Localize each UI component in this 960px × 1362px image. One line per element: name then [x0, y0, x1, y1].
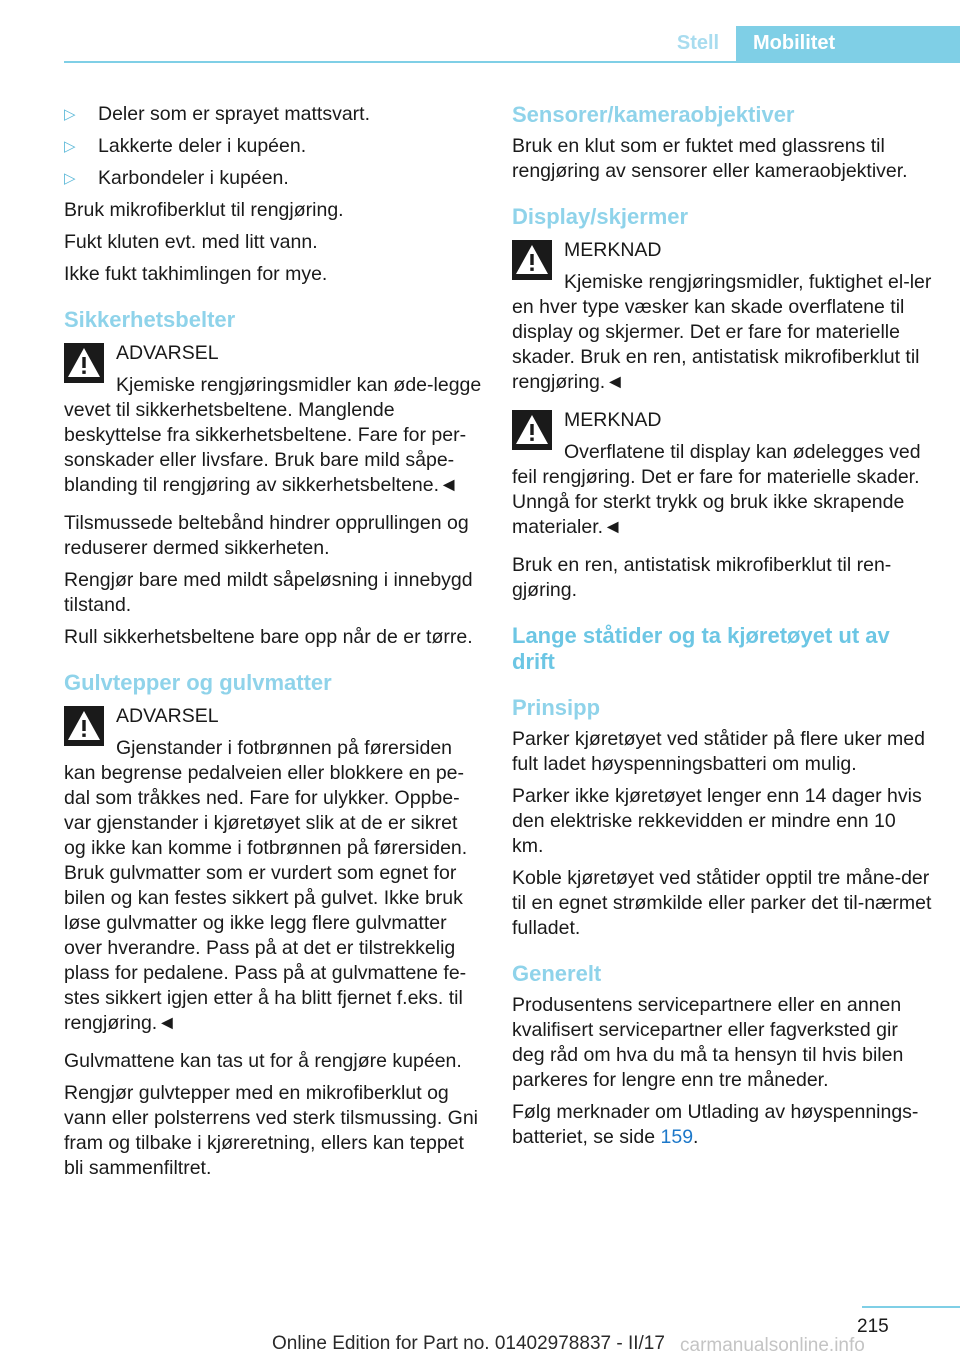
list-item: ▷ Karbondeler i kupéen.: [64, 167, 289, 189]
left-column: [64, 102, 484, 1188]
paragraph: Ikke fukt takhimlingen for mye.: [64, 263, 328, 285]
tab-stell[interactable]: Stell: [676, 32, 720, 54]
paragraph: Produsentens servicepartnere eller en annen kvalifisert servicepartner eller fagverksted gir deg råd om hva du må ta hensyn til hvis bilen parkeres for lengre enn tre måneder.: [512, 994, 904, 1091]
warning-title: ADVARSEL: [116, 705, 219, 727]
header-divider: [64, 61, 960, 63]
list-item: ▷ Deler som er sprayet mattsvart.: [64, 103, 370, 125]
triangle-bullet-icon: ▷: [64, 106, 76, 123]
paragraph: Parker kjøretøyet ved ståtider på flere uker med fult ladet høyspenningsbatteri om mulig.: [512, 728, 925, 775]
warning-text: Kjemiske rengjøringsmidler kan øde-legge vevet til sikkerhetsbeltene. Manglende beskyttelse fra sikkerhetsbeltene. Fare for per-sonskader eller livsfare. Bruk bare mild såpe-blanding til rengjøring av sikkerhetsbeltene.◄: [64, 374, 482, 496]
paragraph: Bruk mikrofiberklut til rengjøring.: [64, 199, 344, 221]
paragraph: Bruk en klut som er fuktet med glassrens til rengjøring av sensorer eller kameraobjektiver.: [512, 135, 908, 182]
notice-text: Kjemiske rengjøringsmidler, fuktighet el-ler en hver type væsker kan skade overflatene til display og skjermer. Det er fare for materielle skader. Bruk en ren, antistatisk mikrofiberklut til rengjøring.◄: [512, 271, 932, 393]
warning-title: ADVARSEL: [116, 342, 219, 364]
notice-text: Overflatene til display kan ødelegges ved feil rengjøring. Det er fare for materielle skader. Unngå for sterkt trykk og bruk ikke skrapende materialer.◄: [512, 441, 921, 538]
triangle-bullet-icon: ▷: [64, 138, 76, 155]
warning-block: [64, 341, 484, 498]
notice-block: [512, 408, 932, 540]
heading-lange-statider: Lange ståtider og ta kjøretøyet ut av drift: [512, 623, 890, 674]
right-column: [512, 102, 932, 1157]
heading-sensorer: Sensorer/kameraobjektiver: [512, 102, 795, 127]
paragraph: Rengjør gulvtepper med en mikrofiberklut og vann eller polsterrens ved sterk tilsmussing. Gni fram og tilbake i kjøreretning, ellers kan teppet bli sammenfiltret.: [64, 1082, 479, 1179]
warning-icon: [64, 706, 104, 746]
notice-block: [512, 238, 932, 395]
paragraph: Rull sikkerhetsbeltene bare opp når de er tørre.: [64, 626, 473, 648]
paragraph: Rengjør bare med mildt såpeløsning i innebygd tilstand.: [64, 569, 473, 616]
tab-mobilitet[interactable]: Mobilitet: [736, 26, 960, 61]
warning-icon: [512, 240, 552, 280]
paragraph: Parker ikke kjøretøyet lenger enn 14 dager hvis den elektriske rekkevidden er mindre enn 10 km.: [512, 785, 922, 857]
list-item: ▷ Lakkerte deler i kupéen.: [64, 135, 307, 157]
paragraph: Koble kjøretøyet ved ståtider opptil tre måne-der til en egnet strømkilde eller parker det til-nærmet fulladet.: [512, 867, 932, 939]
notice-title: MERKNAD: [564, 409, 662, 431]
paragraph: Fukt kluten evt. med litt vann.: [64, 231, 318, 253]
heading-prinsipp: Prinsipp: [512, 695, 601, 720]
footer-divider: [862, 1306, 960, 1308]
heading-sikkerhetsbelter: Sikkerhetsbelter: [64, 307, 236, 332]
paragraph: Bruk en ren, antistatisk mikrofiberklut til ren-gjøring.: [512, 554, 892, 601]
watermark: carmanualsonline.info: [680, 1335, 865, 1356]
notice-title: MERKNAD: [564, 239, 662, 261]
heading-gulvtepper: Gulvtepper og gulvmatter: [64, 670, 332, 695]
heading-display: Display/skjermer: [512, 204, 689, 229]
paragraph: Tilsmussede beltebånd hindrer opprullingen og reduserer dermed sikkerheten.: [64, 512, 469, 559]
paragraph: Gulvmattene kan tas ut for å rengjøre kupéen.: [64, 1050, 462, 1072]
page-link[interactable]: 159: [660, 1126, 694, 1148]
warning-text: Gjenstander i fotbrønnen på førersiden kan begrense pedalveien eller blokkere en pe-dal som tråkkes ned. Fare for ulykker. Oppbe-var gjenstander i kjøretøyet slik at de er sikret og ikke kan komme i fotbrønnen på førersiden. Bruk gulvmatter som er vurdert som egnet for bilen og kan festes sikkert på gulvet. Ikke bruk løse gulvmatter og ikke legg flere gulvmatter over hverandre. Pass på at det er tilstrekkelig plass for pedalene. Pass på at gulvmattene fe-stes sikkert igjen etter å ha blitt fjernet f.eks. til rengjøring.◄: [64, 737, 468, 1034]
heading-generelt: Generelt: [512, 961, 602, 986]
paragraph: Følg merknader om Utlading av høyspennings-batteriet, se side 159.: [512, 1101, 919, 1148]
edition-text: Online Edition for Part no. 01402978837 - II/17: [272, 1333, 665, 1354]
page-number: 215: [857, 1316, 889, 1337]
warning-icon: [64, 343, 104, 383]
warning-block: [64, 704, 484, 1036]
triangle-bullet-icon: ▷: [64, 170, 76, 187]
warning-icon: [512, 410, 552, 450]
